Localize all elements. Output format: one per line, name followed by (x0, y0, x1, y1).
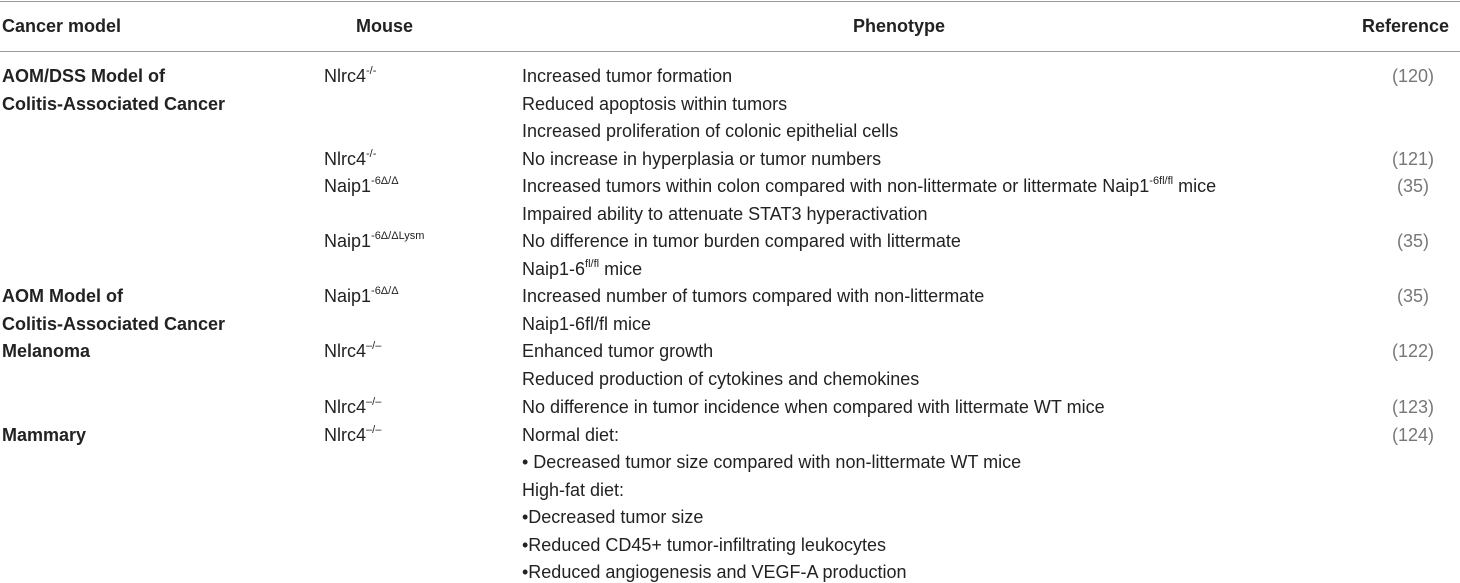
reference-cell: (121) (1392, 149, 1435, 169)
phenotype-line: Normal diet: (522, 425, 620, 445)
mouse-strain: Nlrc4-/- (324, 65, 377, 86)
mouse-strain: Nlrc4-/- (324, 148, 377, 169)
reference-cell: (123) (1392, 397, 1435, 417)
reference-cell: (120) (1392, 66, 1435, 86)
model-aom-dss-line2: Colitis-Associated Cancer (2, 94, 226, 114)
mouse-strain: $Naip1^{-6\Delta/\Delta}$ (324, 175, 399, 196)
mouse-strain: $Naip1^{-6\Delta/\Delta}$ (324, 285, 399, 306)
phenotype-line: •Reduced CD45+ tumor-infiltrating leukocytes (522, 535, 886, 555)
phenotype-line: •Reduced angiogenesis and VEGF-A production (522, 562, 907, 582)
phenotype-line: Naip1-6fl/fl mice (522, 314, 652, 334)
header-phenotype: Phenotype (853, 16, 946, 36)
phenotype-line: No difference in tumor burden compared with littermate (522, 231, 961, 251)
mouse-strain: Nlrc4–/– (324, 340, 382, 361)
phenotype-line: Increased tumor formation (522, 66, 733, 86)
header-cancer-model: Cancer model (2, 16, 122, 36)
model-aom-dss-line1: AOM/DSS Model of (2, 66, 165, 86)
phenotype-line: Increased tumors within colon compared with non-littermate or littermate $Naip1^{-6fl/fl}$ mice (522, 175, 1217, 196)
phenotype-line: $Naip1-6^{fl/fl}$ mice (522, 258, 643, 279)
reference-cell: (124) (1392, 425, 1435, 445)
table-header-rule (0, 51, 1460, 52)
mouse-strain: Nlrc4–/– (324, 396, 382, 417)
model-mammary: Mammary (2, 425, 87, 445)
mouse-strain: $Naip1^{-6\Delta/\Delta Lysm}$ (324, 230, 425, 251)
table-top-rule (0, 1, 1460, 2)
model-aom-line2: Colitis-Associated Cancer (2, 314, 226, 334)
phenotype-line: Impaired ability to attenuate STAT3 hyperactivation (522, 204, 928, 224)
phenotype-line: High-fat diet: (522, 480, 625, 500)
phenotype-line: Enhanced tumor growth (522, 341, 714, 361)
phenotype-line: •Decreased tumor size (522, 507, 704, 527)
phenotype-line: • Decreased tumor size compared with non-littermate WT mice (522, 452, 1022, 472)
phenotype-line: Reduced production of cytokines and chemokines (522, 369, 920, 389)
reference-cell: (35) (1397, 231, 1430, 251)
header-reference: Reference (1362, 16, 1450, 36)
reference-cell: (122) (1392, 341, 1435, 361)
header-mouse: Mouse (356, 16, 414, 36)
phenotype-line: Increased proliferation of colonic epithelial cells (522, 121, 899, 141)
reference-cell: (35) (1397, 176, 1430, 196)
reference-cell: (35) (1397, 286, 1430, 306)
model-melanoma: Melanoma (2, 341, 91, 361)
mouse-strain: Nlrc4–/– (324, 424, 382, 445)
phenotype-line: Increased number of tumors compared with non-littermate (522, 286, 985, 306)
phenotype-line: No difference in tumor incidence when compared with littermate WT mice (522, 397, 1105, 417)
phenotype-line: Reduced apoptosis within tumors (522, 94, 788, 114)
model-aom-line1: AOM Model of (2, 286, 123, 306)
phenotype-line: No increase in hyperplasia or tumor numbers (522, 149, 882, 169)
